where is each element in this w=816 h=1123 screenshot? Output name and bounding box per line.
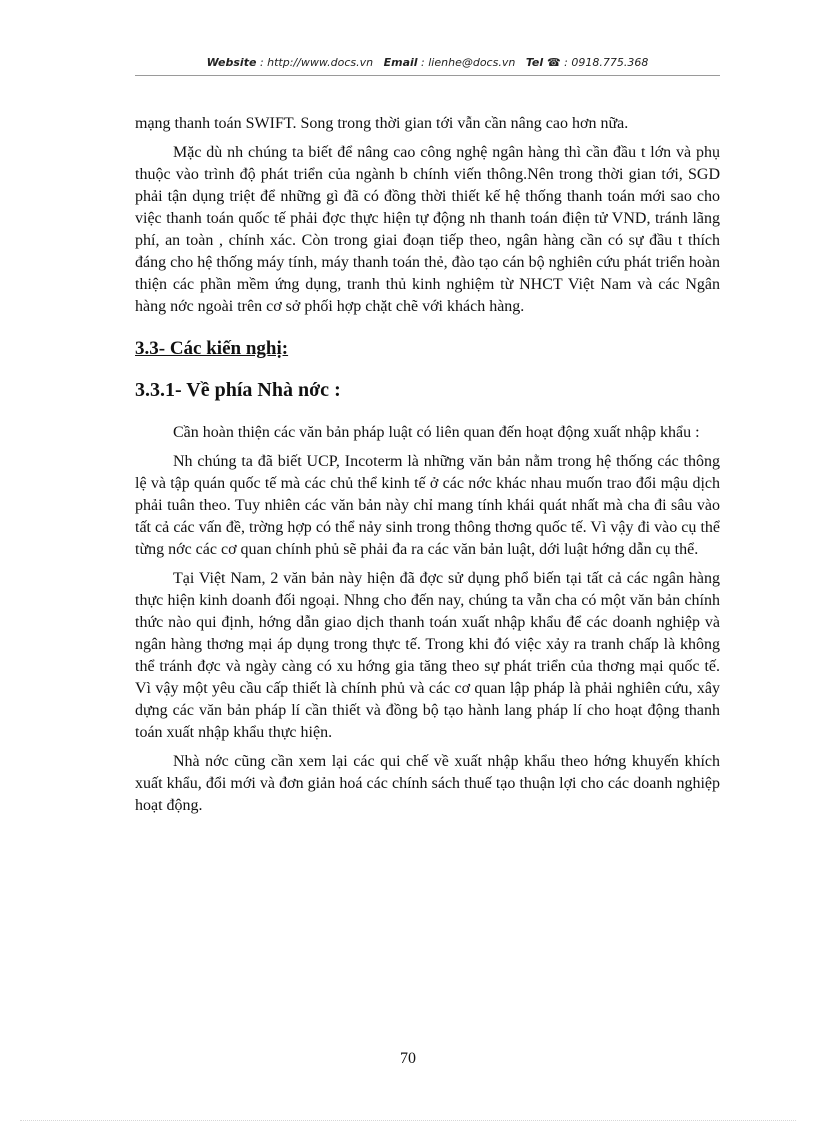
tel-value: : 0918.775.368 [564,56,649,69]
body-paragraph-technology: Mặc dù nh chúng ta biết để nâng cao công nghệ ngân hàng thì cần đầu t lớn và phụ thuộc vào trình độ phát triển của ngành b chính viến thông.Nên trong thời gian tới, SGD phải tận dụng triệt để những gì đã có đồng thời thiết kế hệ thống thanh toán mới sao cho việc thanh toán quốc tế phải đợc thực hiện tự động nh thanh toán điện tử VND, tránh lãng phí, an toàn , chính xác. Còn trong giai đoạn tiếp theo, ngân hàng cần có sự đầu t thích đáng cho hệ thống máy tính, máy thanh toán thẻ, đào tạo cán bộ nghiên cứu phát triển hoàn thiện các phần mềm ứng dụng, tranh thủ kinh nghiệm từ NHCT Việt Nam và các Ngân hàng nớc ngoài trên cơ sở phối hợp chặt chẽ với khách hàng. [135,144,720,315]
website-value: : http://www.docs.vn [259,56,374,69]
page-number: 70 [400,1050,416,1067]
body-paragraph-legal-docs: Cần hoàn thiện các văn bản pháp luật có liên quan đến hoạt động xuất nhập khẩu : [173,424,700,441]
footer-divider [20,1120,796,1121]
tel-label: Tel ☎ [525,56,561,69]
website-label: Website [206,56,257,69]
body-paragraph-state-regulation: Nhà nớc cũng cần xem lại các qui chế về xuất nhập khẩu theo hớng khuyến khích xuất khẩu, đổi mới và đơn giản hoá các chính sách thuế tạo thuận lợi cho các doanh nghiệp hoạt động. [135,753,720,814]
header-divider [135,75,720,76]
body-paragraph-ucp-incoterm: Nh chúng ta đã biết UCP, Incoterm là những văn bản nằm trong hệ thống các thông lệ và tập quán quốc tế mà các chủ thể kinh tế ở các nớc khác nhau muốn trao đổi mậu dịch phải tuân theo. Tuy nhiên các văn bản này chỉ mang tính khái quát nhất mà cha đi sâu vào tất cả các vấn đề, trờng hợp có thể nảy sinh trong thông thơng quốc tế. Vì vậy đi vào cụ thể từng nớc các cơ quan chính phủ sẽ phải đa ra các văn bản luật, dới luật hớng dẫn cụ thể. [135,453,720,558]
email-label: Email [383,56,418,69]
subsection-heading: 3.3.1- Về phía Nhà nớc : [135,379,341,401]
body-paragraph-vietnam: Tại Việt Nam, 2 văn bản này hiện đã đợc sử dụng phổ biến tại tất cả các ngân hàng thực hiện kinh doanh đối ngoại. Nhng cho đến nay, chúng ta vẫn cha có một văn bản chính thức nào qui định, hớng dẫn giao dịch thanh toán xuất nhập khẩu để các doanh nghiệp và ngân hàng thơng mại áp dụng trong thực tế. Trong khi đó việc xảy ra tranh chấp là không thể tránh đợc và ngày càng có xu hớng gia tăng theo sự phát triển của thơng mại quốc tế. Vì vậy một yêu cầu cấp thiết là chính phủ và các cơ quan lập pháp là phải nghiên cứu, xây dựng các văn bản pháp lí cần thiết và đồng bộ tạo hành lang pháp lí cho hoạt động thanh toán xuất nhập khẩu thực hiện. [135,570,720,741]
body-paragraph-swift: mạng thanh toán SWIFT. Song trong thời gian tới vẫn cần nâng cao hơn nữa. [135,115,629,132]
section-heading: 3.3- Các kiến nghị: [135,338,289,359]
page-header [135,56,720,69]
document-body [135,113,720,824]
email-value: : lienhe@docs.vn [421,56,516,69]
